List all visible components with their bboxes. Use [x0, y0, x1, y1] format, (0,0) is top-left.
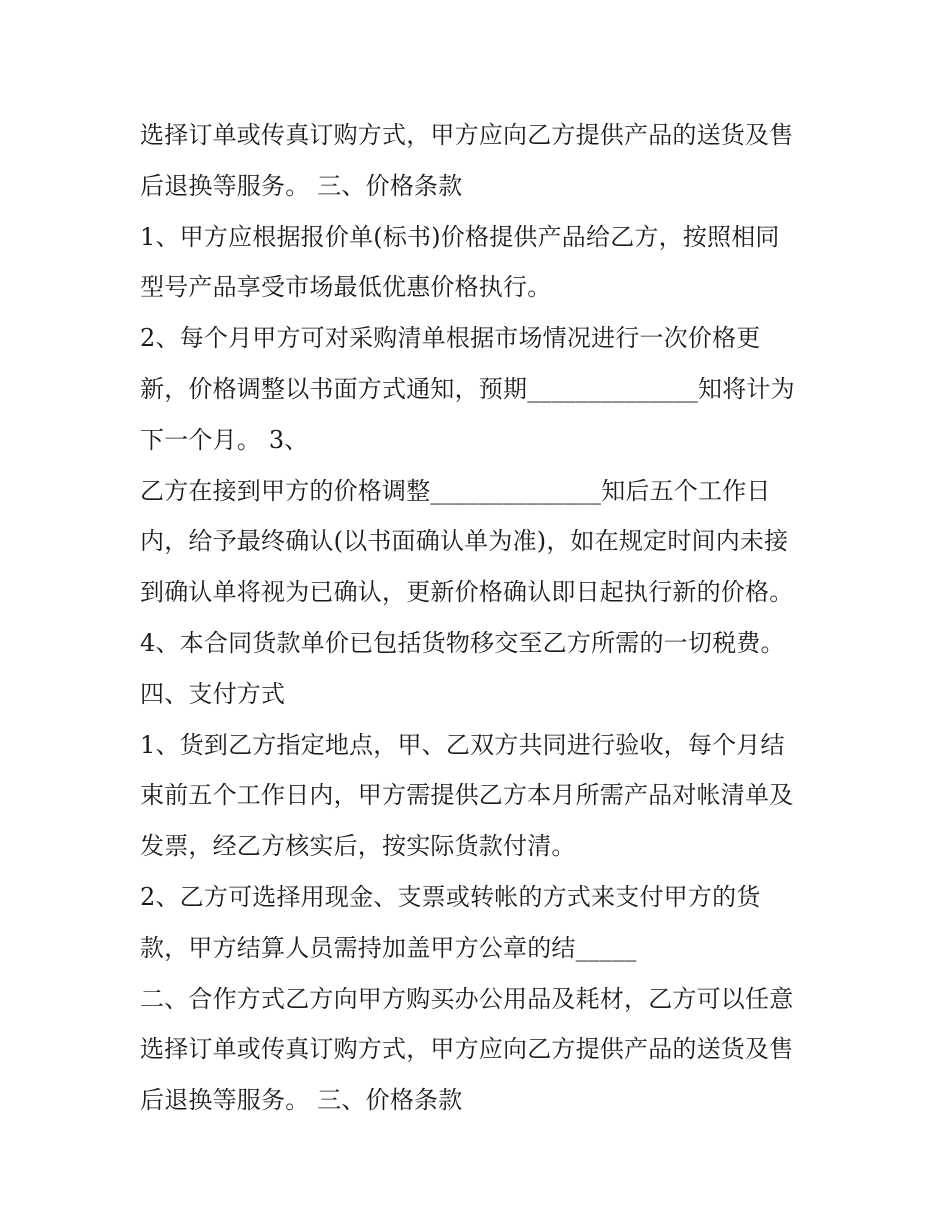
text-line: 下一个月。 3、 — [140, 425, 309, 454]
text-line: 发票，经乙方核实后，按实际货款付清。 — [140, 832, 576, 861]
text-line: 4、本合同货款单价已包括货物移交至乙方所需的一切税费。 — [140, 628, 785, 657]
text-line: 型号产品享受市场最低优惠价格执行。 — [140, 273, 552, 302]
text-line: 到确认单将视为已确认，更新价格确认即日起执行新的价格。 — [140, 578, 794, 607]
text-line: 2、乙方可选择用现金、支票或转帐的方式来支付甲方的货 — [140, 882, 761, 911]
text-line: 1、货到乙方指定地点，甲、乙双方共同进行验收，每个月结 — [140, 730, 785, 759]
text-line: 后退换等服务。 三、价格条款 — [140, 171, 463, 200]
text-line: 新，价格调整以书面方式通知，预期______________知将计为 — [140, 374, 795, 403]
text-line: 内，给予最终确认(以书面确认单为准)，如在规定时间内未接 — [140, 527, 789, 556]
document-body — [140, 110, 830, 1126]
text-line: 二、合作方式乙方向甲方购买办公用品及耗材，乙方可以任意 — [140, 984, 794, 1013]
text-line: 束前五个工作日内，甲方需提供乙方本月所需产品对帐清单及 — [140, 781, 794, 810]
text-line: 选择订单或传真订购方式，甲方应向乙方提供产品的送货及售 — [140, 121, 794, 149]
text-line: 1、甲方应根据报价单(标书)价格提供产品给乙方，按照相同 — [140, 222, 780, 251]
text-line: 选择订单或传真订购方式，甲方应向乙方提供产品的送货及售 — [140, 1035, 794, 1064]
text-line: 款，甲方结算人员需持加盖甲方公章的结_____ — [140, 933, 637, 962]
text-line: 乙方在接到甲方的价格调整______________知后五个工作日 — [140, 476, 771, 505]
text-line: 后退换等服务。 三、价格条款 — [140, 1086, 463, 1115]
text-line: 四、支付方式 — [140, 679, 286, 708]
text-line: 2、每个月甲方可对采购清单根据市场情况进行一次价格更 — [140, 324, 761, 353]
